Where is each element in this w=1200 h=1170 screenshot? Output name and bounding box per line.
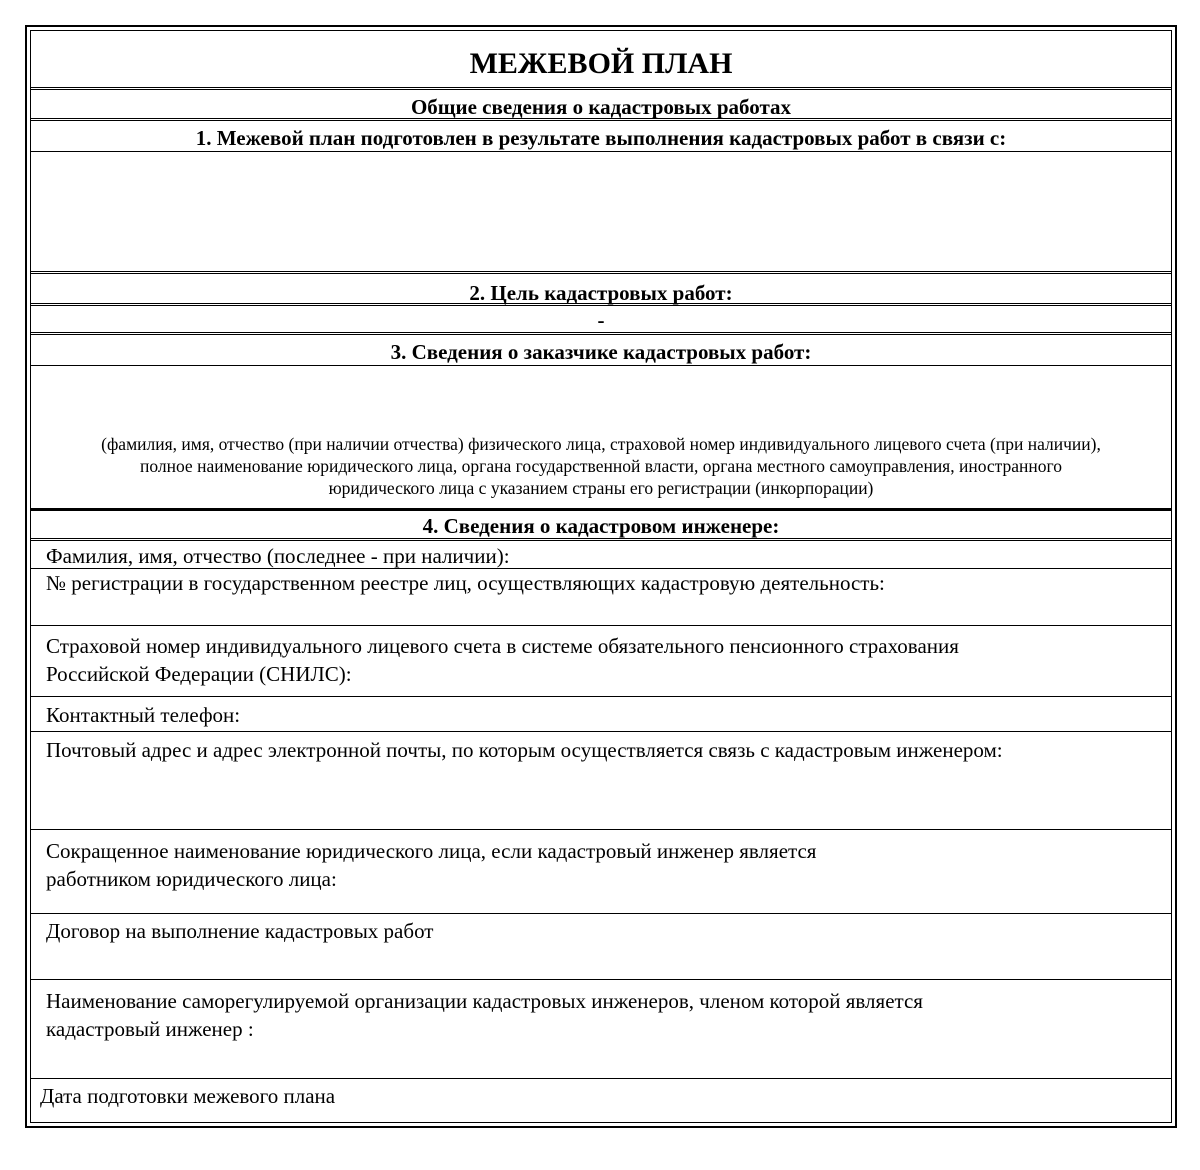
divider [31, 151, 1171, 152]
sro-line-1[interactable]: Наименование саморегулируемой организации кадастровых инженеров, членом которой является [46, 989, 923, 1013]
divider [31, 979, 1171, 980]
divider [31, 731, 1171, 732]
divider [31, 625, 1171, 626]
divider [31, 365, 1171, 366]
section4-header: 4. Сведения о кадастровом инженере: [422, 514, 780, 538]
engineer-phone-field[interactable]: Контактный телефон: [46, 703, 241, 727]
engineer-snils-line-1[interactable]: Страховой номер индивидуального лицевого счета в системе обязательного пенсионного страхования [46, 634, 959, 658]
sro-line-2[interactable]: кадастровый инженер : [46, 1017, 254, 1041]
engineer-registry-field[interactable]: № регистрации в государственном реестре лиц, осуществляющих кадастровую деятельность: [46, 571, 885, 595]
divider [31, 829, 1171, 830]
section3-header: 3. Сведения о заказчике кадастровых работ: [390, 340, 812, 364]
divider [31, 508, 1171, 511]
form-frame [25, 25, 1177, 1128]
form-inner-frame [30, 30, 1172, 1123]
page-title: МЕЖЕВОЙ ПЛАН [469, 47, 733, 80]
divider [31, 303, 1171, 306]
engineer-address-field[interactable]: Почтовый адрес и адрес электронной почты, по которым осуществляется связь с кадастровым инженером: [46, 738, 1003, 762]
section2-value[interactable]: - [597, 308, 605, 332]
divider [31, 118, 1171, 121]
customer-hint-line-3: юридического лица с указанием страны его регистрации (инкорпорации) [328, 478, 874, 498]
customer-hint-line-2: полное наименование юридического лица, органа государственной власти, органа местного самоуправления, иностранного [139, 456, 1063, 476]
divider [31, 538, 1171, 541]
customer-hint-line-1: (фамилия, имя, отчество (при наличии отчества) физического лица, страховой номер индивидуального лицевого счета (при наличии), [101, 434, 1101, 454]
divider [31, 913, 1171, 914]
engineer-snils-line-2[interactable]: Российской Федерации (СНИЛС): [46, 662, 352, 686]
divider [31, 332, 1171, 335]
contract-field[interactable]: Договор на выполнение кадастровых работ [46, 919, 434, 943]
section1-value[interactable] [31, 153, 1171, 271]
divider [31, 1078, 1171, 1079]
plan-date-field[interactable]: Дата подготовки межевого плана [40, 1084, 336, 1108]
section2-header: 2. Цель кадастровых работ: [469, 281, 733, 305]
section3-value[interactable] [31, 367, 1171, 433]
section1-header: 1. Межевой план подготовлен в результате выполнения кадастровых работ в связи с: [195, 126, 1007, 150]
divider [31, 696, 1171, 697]
divider [31, 271, 1171, 274]
engineer-legal-entity-line-2[interactable]: работником юридического лица: [46, 867, 337, 891]
divider [31, 87, 1171, 90]
engineer-fio-field[interactable]: Фамилия, имя, отчество (последнее - при наличии): [46, 544, 510, 568]
engineer-legal-entity-line-1[interactable]: Сокращенное наименование юридического лица, если кадастровый инженер является [46, 839, 817, 863]
general-info-header: Общие сведения о кадастровых работах [410, 95, 792, 119]
